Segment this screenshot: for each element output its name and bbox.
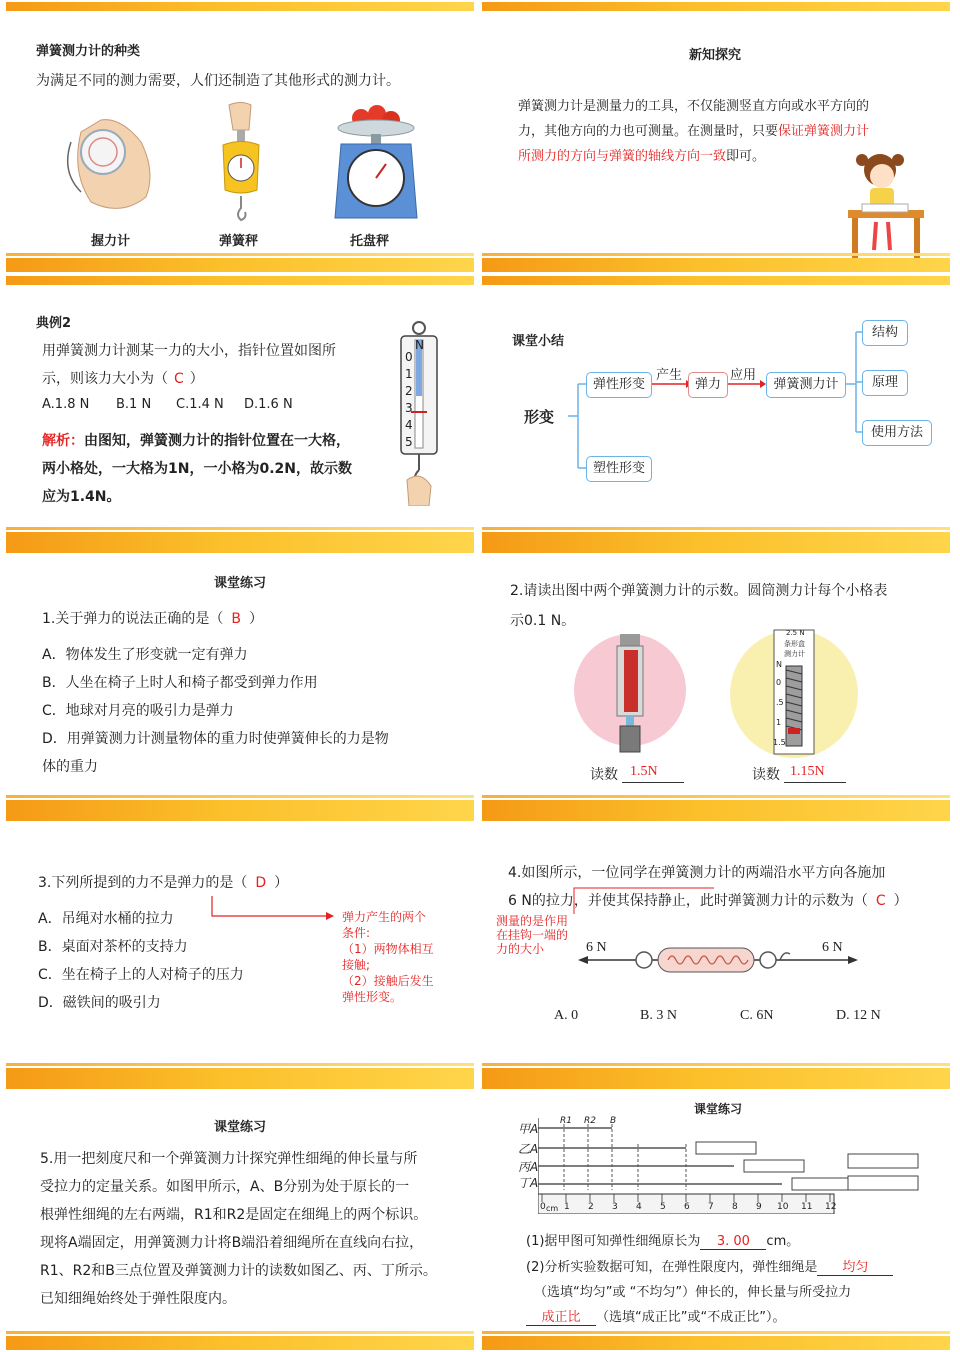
gauge-tick-1: 1 (405, 367, 413, 381)
ruler-tick-11: 11 (801, 1202, 813, 1212)
ruler-tick-0: 0 (540, 1202, 546, 1212)
option-b: B.1 N (116, 397, 152, 412)
option-a: A．吊绳对水桶的拉力 (38, 911, 174, 927)
note-line-6: 弹性形变。 (342, 990, 403, 1004)
cylinder-meter-image (574, 630, 686, 760)
slide-practice-4 (482, 812, 950, 1082)
question-line-2: 示，则该力大小为（ C ） (42, 371, 204, 387)
summary-root: 形变 (524, 408, 555, 426)
node-elastic-deformation: 弹性形变 (586, 372, 652, 398)
answer-3: 成正比 (526, 1306, 596, 1326)
option-a: A．物体发生了形变就一定有弹力 (42, 647, 248, 663)
question-line-1: 2.请读出图中两个弹簧测力计的示数。圆筒测力计每个小格表 (510, 583, 888, 599)
gauge-tick-2: 2 (405, 384, 413, 398)
text-line-3: 所测力的方向与弹簧的轴线方向一致即可。 (518, 149, 766, 164)
question-line-1: 用弹簧测力计测某一力的大小，指针位置如图所 (42, 343, 336, 359)
caption-spring-scale: 弹簧秤 (219, 234, 259, 249)
box-meter-tick-15: 1.5 (773, 738, 786, 747)
slide-new-knowledge (482, 2, 950, 272)
slide-title: 典例2 (36, 316, 72, 331)
row-label-ding: 丁A (518, 1176, 539, 1190)
question-line-2: 示0.1 N。 (510, 613, 576, 629)
answer-2: 均匀 (817, 1256, 893, 1276)
ruler-tick-7: 7 (708, 1202, 714, 1212)
ruler-tick-4: 4 (636, 1202, 642, 1212)
marker-b: B (610, 1116, 617, 1126)
answer-1: 3. 00 (700, 1234, 766, 1250)
problem-line-4: 现将A端固定，用弹簧测力计将B端沿着细绳所在直线向右拉， (40, 1235, 424, 1251)
ruler-tick-10: 10 (777, 1202, 789, 1212)
slide-summary (482, 276, 950, 546)
slide-title: 课堂小结 (512, 334, 565, 349)
part-2: (2)分析实验数据可知，在弹性限度内，弹性细绳是 均匀 (526, 1256, 893, 1276)
note-line-3: （1）两物体相互 (342, 942, 434, 956)
ruler-tick-8: 8 (732, 1202, 738, 1212)
option-a: A. 0 (554, 1008, 579, 1023)
caption-grip-meter: 握力计 (91, 234, 131, 249)
reading-value-2: 1.15N (790, 764, 825, 779)
slide-title: 弹簧测力计的种类 (36, 44, 141, 59)
slide-top-band (6, 276, 474, 285)
note-line-5: （2）接触后发生 (342, 974, 434, 988)
note-line-3: 力的大小 (496, 942, 545, 956)
part-2-end: 成正比 （选填“成正比”或“不成正比”）。 (526, 1306, 785, 1326)
option-d-continued: 体的重力 (42, 759, 98, 775)
ruler-tick-5: 5 (660, 1202, 666, 1212)
gauge-tick-3: 3 (405, 401, 413, 415)
question: 1.关于弹力的说法正确的是（ B ） (42, 611, 263, 627)
part-1: (1)据甲图可知弹性细绳原长为 3. 00 cm。 (526, 1234, 800, 1249)
force-left-label: 6 N (586, 940, 607, 955)
note-line-4: 接触; (342, 958, 371, 972)
platform-scale-image (331, 100, 421, 225)
analysis-line-1: 解析：由图知，弹簧测力计的指针位置在一大格， (42, 433, 350, 449)
spring-scale-image (211, 100, 271, 225)
slide-practice-5 (6, 1080, 474, 1350)
box-meter-tick-unit: N (776, 660, 782, 669)
option-b: B. 3 N (640, 1008, 677, 1023)
ruler-tick-9: 9 (756, 1202, 762, 1212)
slide-spring-meter-types (6, 2, 474, 272)
gauge-unit: N (415, 338, 424, 352)
marker-r1: R1 (560, 1116, 572, 1126)
slide-top-band (482, 1080, 950, 1089)
elastic-rope-diagram (538, 1114, 930, 1214)
slide-top-band (482, 544, 950, 553)
option-c: C.1.4 N (176, 397, 224, 412)
note-line-2: 条件: (342, 926, 371, 940)
slide-title: 新知探究 (689, 48, 742, 63)
reading-label-2: 读数 (752, 767, 780, 783)
ruler-unit: cm (546, 1204, 559, 1213)
girl-reading-illustration (840, 150, 930, 262)
option-d: D．用弹簧测力计测量物体的重力时使弹簧伸长的力是物 (42, 731, 389, 747)
slide-practice-2 (482, 544, 950, 814)
slide-description: 为满足不同的测力需要，人们还制造了其他形式的测力计。 (36, 73, 400, 89)
answer: D (255, 875, 267, 891)
slide-bottom-band (482, 258, 950, 272)
node-plastic-deformation: 塑性形变 (586, 456, 652, 482)
ruler-tick-12: 12 (825, 1202, 837, 1212)
gauge-tick-5: 5 (405, 435, 413, 449)
question: 3.下列所提到的力不是弹力的是（ D ） (38, 875, 289, 891)
answer: B (231, 611, 241, 627)
spring-meter-horizontal (578, 940, 858, 980)
node-usage: 使用方法 (862, 420, 932, 446)
problem-line-2: 受拉力的定量关系。如图甲所示，A、B分别为处于原长的一 (40, 1179, 410, 1195)
analysis-line-2: 两小格处，一大格为1N，一小格为0.2N，故示数 (42, 461, 352, 477)
slide-top-band (482, 2, 950, 11)
note-line-1: 测量的是作用 (496, 914, 569, 928)
slide-practice-5-answers (482, 1080, 950, 1350)
caption-platform-scale: 托盘秤 (350, 234, 390, 249)
box-meter-title-3: 测力计 (784, 650, 805, 658)
option-c: C. 6N (740, 1008, 774, 1023)
row-label-jia: 甲A (518, 1122, 539, 1136)
node-spring-meter: 弹簧测力计 (766, 372, 846, 398)
slide-title: 课堂练习 (214, 576, 267, 591)
option-d: D.1.6 N (244, 397, 293, 412)
box-meter-tick-1: 1 (776, 718, 782, 727)
ruler-tick-1: 1 (564, 1202, 570, 1212)
part-2-hint: （选填“均匀”或 “不均匀”）伸长的，伸长量与所受拉力 (534, 1285, 852, 1300)
problem-line-3: 根弹性细绳的左右两端，R1和R2是固定在细绳上的两个标识。 (40, 1207, 428, 1223)
answer: C (875, 893, 886, 909)
box-meter-tick-05: .5 (776, 698, 784, 707)
option-a: A.1.8 N (42, 397, 90, 412)
problem-line-5: R1、R2和B三点位置及弹簧测力计的读数如图乙、丙、丁所示。 (40, 1263, 437, 1279)
option-d: D．磁铁间的吸引力 (38, 995, 161, 1011)
slide-example-2 (6, 276, 474, 546)
row-label-yi: 乙A (518, 1142, 539, 1156)
slide-bottom-band (482, 1336, 950, 1350)
ruler-tick-3: 3 (612, 1202, 618, 1212)
option-c: C．地球对月亮的吸引力是弹力 (42, 703, 234, 719)
slide-top-band (6, 1080, 474, 1089)
option-b: B．人坐在椅子上时人和椅子都受到弹力作用 (42, 675, 318, 691)
force-right-label: 6 N (822, 940, 843, 955)
box-meter-title-2: 条形盒 (784, 640, 805, 648)
box-meter-title-1: 2.5 N (786, 629, 805, 637)
slide-title: 课堂练习 (214, 1120, 267, 1135)
grip-meter-image (61, 102, 161, 222)
marker-r2: R2 (584, 1116, 596, 1126)
text-line-1: 弹簧测力计是测量力的工具，不仅能测竖直方向或水平方向的 (518, 99, 870, 114)
answer: C (174, 371, 184, 387)
slide-practice-1 (6, 544, 474, 814)
slide-practice-3 (6, 812, 474, 1082)
gauge-tick-4: 4 (405, 418, 413, 432)
analysis-line-3: 应为1.4N。 (42, 489, 121, 505)
node-elastic-force: 弹力 (688, 372, 728, 398)
reading-underline-2 (784, 782, 846, 783)
slide-bottom-band (6, 1336, 474, 1350)
reading-value-1: 1.5N (630, 764, 658, 779)
ruler-tick-6: 6 (684, 1202, 690, 1212)
note-line-2: 在挂钩一端的 (496, 928, 569, 942)
ruler-tick-2: 2 (588, 1202, 594, 1212)
slide-top-band (6, 2, 474, 11)
option-b: B．桌面对茶杯的支持力 (38, 939, 188, 955)
slide-bottom-band (6, 258, 474, 272)
box-meter-tick-0: 0 (776, 678, 782, 687)
note-line-1: 弹力产生的两个 (342, 910, 427, 924)
text-line-2: 力，其他方向的力也可测量。在测量时，只要保证弹簧测力计 (518, 124, 870, 139)
problem-line-6: 已知细绳始终处于弹性限度内。 (40, 1291, 236, 1307)
label-apply: 应用 (730, 368, 757, 383)
option-d: D. 12 N (836, 1008, 881, 1023)
reading-underline-1 (622, 782, 684, 783)
gauge-tick-0: 0 (405, 350, 413, 364)
option-c: C．坐在椅子上的人对椅子的压力 (38, 967, 244, 983)
row-label-bing: 丙A (518, 1160, 539, 1174)
slide-title: 课堂练习 (694, 1102, 743, 1116)
reading-label-1: 读数 (590, 767, 618, 783)
node-structure: 结构 (862, 320, 908, 346)
slide-top-band (6, 544, 474, 553)
label-produce: 产生 (656, 368, 683, 383)
node-principle: 原理 (862, 370, 908, 396)
question-line-2: 6 N的拉力，并使其保持静止，此时弹簧测力计的示数为（ C ） (508, 893, 908, 909)
question-line-1: 4.如图所示，一位同学在弹簧测力计的两端沿水平方向各施加 (508, 865, 886, 881)
problem-line-1: 5.用一把刻度尺和一个弹簧测力计探究弹性细绳的伸长量与所 (40, 1151, 418, 1167)
